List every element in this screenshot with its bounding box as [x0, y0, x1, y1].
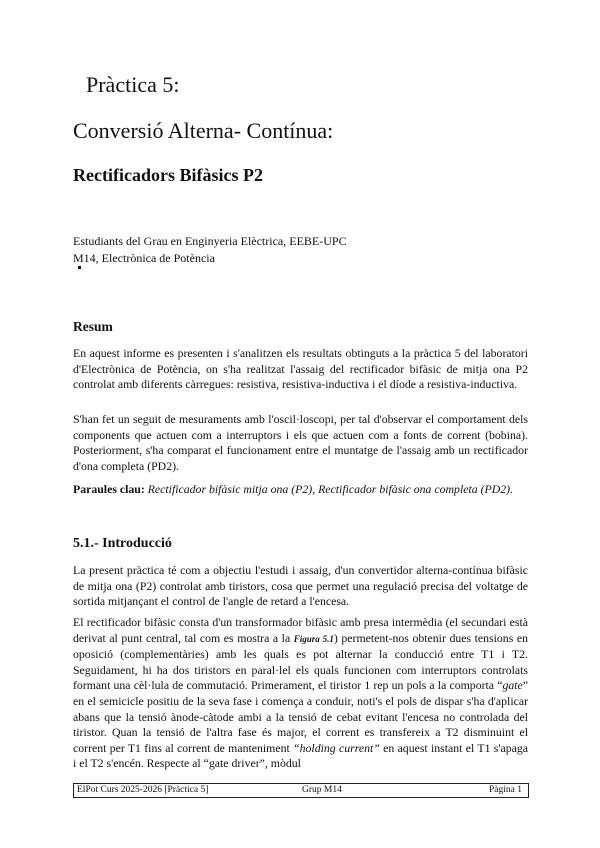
keywords [73, 482, 528, 498]
abstract-paragraph-1: En aquest informe es presenten i s'analitzen els resultats obtinguts a la pràctica 5 del laboratori d'Electrònica de Potència, on s'ha realitzat l'assaig del rectificador bifàsic de mitja ona P2 controlat amb diferents càrregues: resistiva, resistiva-inductiva i el díode a resistiva-inductiva. [73, 346, 528, 392]
footer-course: ElPot Curs 2025-2026 [Pràctica 5] [77, 785, 209, 795]
abstract-heading: Resum [73, 319, 113, 334]
affiliation-line-1: Estudiants del Grau en Enginyeria Elèctrica, EEBE-UPC [73, 234, 347, 248]
main-title: Conversió Alterna- Contínua: [73, 118, 334, 143]
footer-page-number: Pàgina 1 [489, 785, 522, 795]
practice-title: Pràctica 5: [86, 72, 180, 97]
keywords-label: Paraules clau: [73, 482, 145, 496]
intro-heading: 5.1.- Introducció [73, 536, 172, 551]
holding-current-term: “holding current” [293, 740, 380, 755]
gate-term: gate [502, 678, 523, 693]
abstract-paragraph-2: S'han fet un seguit de mesuraments amb l'oscil·loscopi, per tal d'observar el comportament dels components que actuen com a interruptors i els que actuen com a fonts de corrent (bobina). Posteriorment, s'ha comparat el funcionament entre el muntatge de l'assaig amb un rectificador d'ona completa (PD2). [73, 412, 528, 473]
subtitle: Rectificadors Bifàsics P2 [73, 165, 263, 185]
keywords-text: Rectificador bifàsic mitja ona (P2), Rectificador bifàsic ona completa (PD2). [147, 482, 514, 496]
page-footer [73, 783, 529, 798]
intro-paragraph-2: El rectificador bifàsic consta d'un transformador bifàsic amb presa intermèdia (el secundari està derivat al punt central, tal com es mostra a la Figura 5.1) permetent-nos obtenir dues tensions en oposició (complementàries) amb les quals es pot alternar la conducció entre T1 i T2. Seguidament, hi ha dos tiristors en paral·lel els quals funcionen com interruptors controlats formant una cèl·lula de commutació. Primerament, el tiristor 1 rep un pols a la comporta “gate” en el semicicle positiu de la seva fase i comença a conduir, noti's el pols de dispar s'ha d'aplicar abans que la tensió ànode-càtode ambi a la tensió de cebat evitant l'encesa no controlada del tiristor. Quan la tensió de l'altra fase és major, el corrent es transfereix a T2 disminuint el corrent per T1 fins al corrent de manteniment “holding current” en aquest instant el T1 s'apaga i el T2 s'encén. Respecte al “gate driver”, mòdul [73, 615, 529, 771]
footer-group: Grup M14 [302, 785, 342, 795]
figure-reference: Figura 5.1 [293, 633, 334, 644]
affiliation-line-2: M14, Electrònica de Potència [73, 251, 215, 265]
intro-paragraph-1: La present pràctica té com a objectiu l'estudi i assaig, d'un convertidor alterna-contínua bifàsic de mitja ona (P2) controlat amb tiristors, cosa que permet una regulació precisa del voltatge de sortida mitjançant el control de l'angle de retard a l'encesa. [73, 563, 528, 609]
bullet-mark [78, 266, 81, 269]
